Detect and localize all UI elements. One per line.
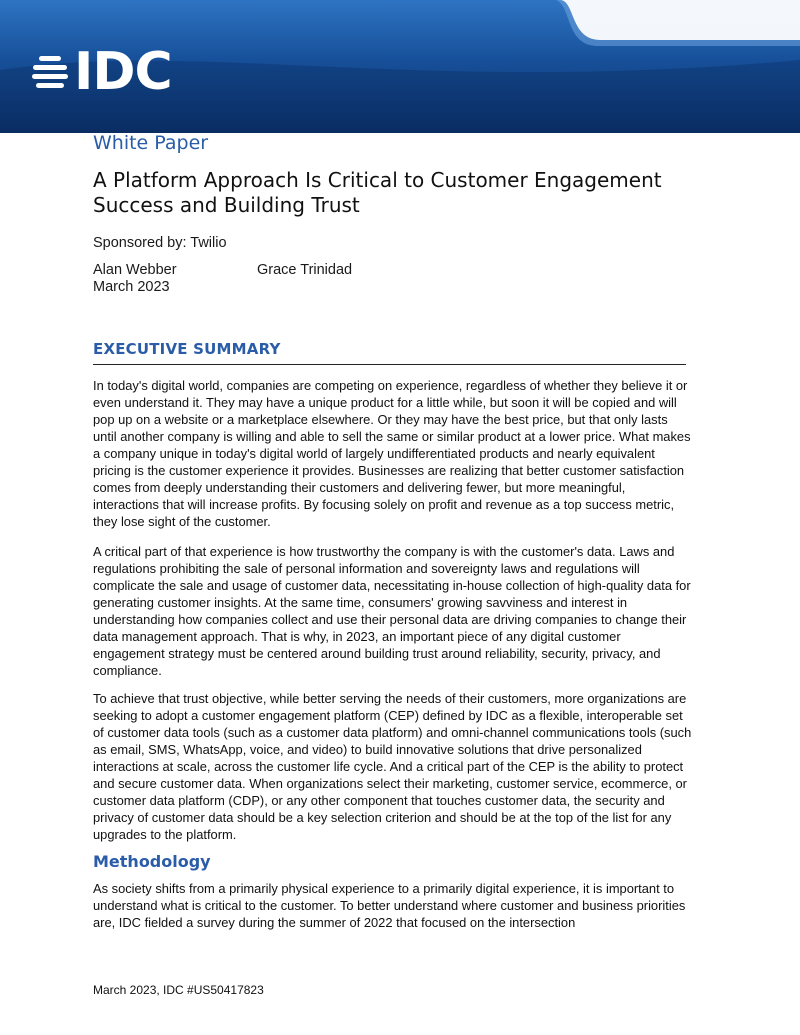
author-name: Alan Webber xyxy=(93,262,177,278)
document-title: A Platform Approach Is Critical to Customer Engagement Success and Building Trust xyxy=(93,168,662,217)
idc-logo-mark-icon xyxy=(30,48,70,96)
sponsor-line: Sponsored by: Twilio xyxy=(93,235,227,251)
page-footer: March 2023, IDC #US50417823 xyxy=(93,983,264,997)
idc-logo-text: IDC xyxy=(74,42,172,102)
summary-paragraph: In today's digital world, companies are competing on experience, regardless of whether they believe it or even understand it. They may have a unique product for a little while, but soon it will be copied and will pop up on a website or a marketplace elsewhere. Or they may have the best price, but that only lasts until another company is willing and able to sell the same or similar product at a lower price. What makes a company unique in today's digital world of largely undifferentiated products and nearly equivalent pricing is the customer experience it provides. Businesses are realizing that better customer satisfaction comes from deeply understanding their customers and delivering fewer, but more meaningful, interactions that will increase profits. By focusing solely on profit and revenue as a top success metric, they lose sight of the customer. xyxy=(93,378,691,529)
document-type: White Paper xyxy=(93,132,209,154)
methodology-paragraph: As society shifts from a primarily physical experience to a primarily digital experience, it is important to understand what is critical to the customer. To better understand where customer and business priorities are, IDC fielded a survey during the summer of 2022 that focused on the intersection xyxy=(93,881,686,930)
methodology-heading: Methodology xyxy=(93,852,211,871)
executive-summary-heading: EXECUTIVE SUMMARY xyxy=(93,340,686,365)
publication-date: March 2023 xyxy=(93,279,170,295)
author-name: Grace Trinidad xyxy=(257,262,353,278)
summary-paragraph: To achieve that trust objective, while better serving the needs of their customers, more organizations are seeking to adopt a customer engagement platform (CEP) defined by IDC as a flexible, interoperable set of customer data tools (such as a customer data platform) and omni-channel communications tools (such as email, SMS, WhatsApp, voice, and video) to build innovative solutions that drive personalized interactions at scale, across the customer life cycle. And a critical part of the CEP is the ability to protect and secure customer data. When organizations select their marketing, customer service, ecommerce, or customer data platform (CDP), or any other component that touches customer data, the security and privacy of customer data should be a key selection criterion and should be at the top of the list for any upgrades to the platform. xyxy=(93,691,692,842)
header-banner xyxy=(0,0,800,133)
summary-paragraph: A critical part of that experience is how trustworthy the company is with the customer's data. Laws and regulations prohibiting the sale of personal information and sovereignty laws and regulations will complicate the sale and usage of customer data, necessitating in-house collection of high-quality data for generating customer insights. At the same time, consumers' growing savviness and interest in understanding how companies collect and use their personal data are driving companies to change their data management approach. That is why, in 2023, an important piece of any digital customer engagement strategy must be centered around building trust around reliability, security, privacy, and compliance. xyxy=(93,544,691,678)
idc-logo xyxy=(30,42,172,102)
